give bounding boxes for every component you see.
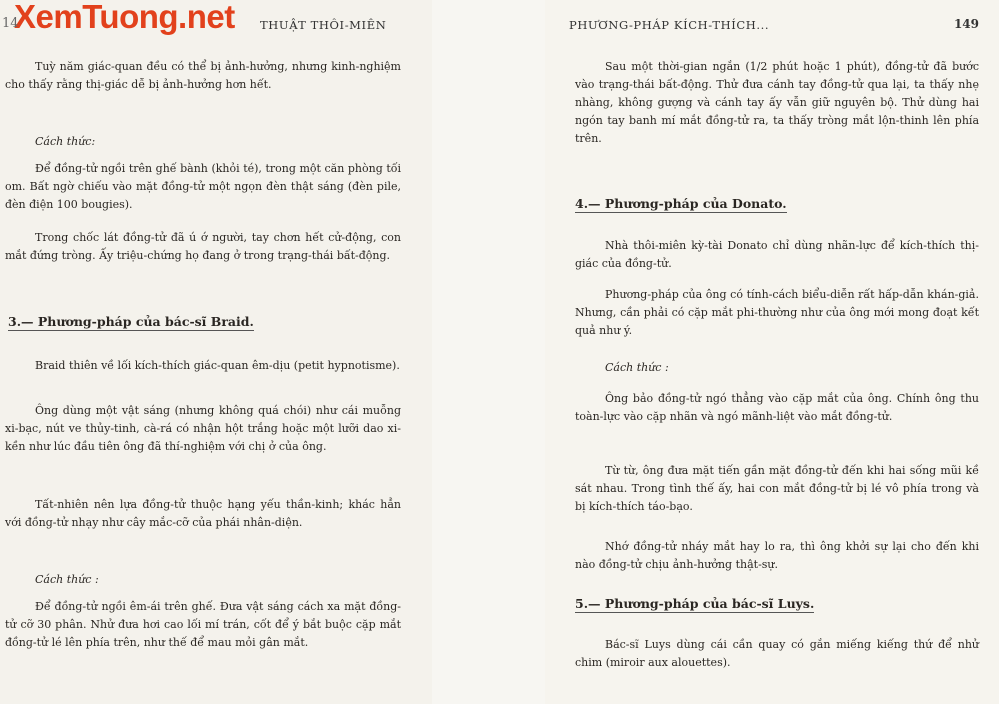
book-gutter [432, 0, 545, 704]
section-heading: 5.— Phương-pháp của bác-sĩ Luys. [575, 596, 815, 611]
paragraph: Ông dùng một vật sáng (nhưng không quá chói) như cái muỗng xi-bạc, nút ve thủy-tinh, cà-rá có nhận hột trắng hoặc một lưỡi dao xi-kền như lúc đầu tiên ông đã thí-nghiệm với chị ở của ông. [5, 404, 401, 453]
section-heading: 3.— Phương-pháp của bác-sĩ Braid. [8, 314, 254, 329]
paragraph: Bác-sĩ Luys dùng cái cần quay có gắn miếng kiếng thứ để nhử chim (miroir aux alouettes). [575, 638, 979, 669]
right-page-number: 149 [953, 17, 979, 31]
paragraph: Trong chốc lát đồng-tử đã ú ớ người, tay chơn hết cử-động, con mắt đứng tròng. Ấy triệu-chứng họ đang ở trong trạng-thái bất-động. [5, 231, 401, 262]
left-page [0, 0, 432, 704]
section-label: Cách thức: [35, 135, 96, 148]
paragraph: Braid thiên về lối kích-thích giác-quan êm-dịu (petit hypnotisme). [35, 359, 400, 372]
paragraph: Tuỳ năm giác-quan đều có thể bị ảnh-hưởng, nhưng kinh-nghiệm cho thấy rằng thị-giác dễ bị ảnh-hưởng hơn hết. [5, 60, 401, 91]
section-heading: 4.— Phương-pháp của Donato. [575, 196, 787, 211]
right-running-head: PHƯƠNG-PHÁP KÍCH-THÍCH... [569, 18, 770, 32]
left-running-head: THUẬT THÔI-MIÊN [260, 18, 387, 32]
paragraph: Nhà thôi-miên kỳ-tài Donato chỉ dùng nhãn-lực để kích-thích thị-giác của đồng-tử. [575, 239, 979, 270]
paragraph: Tất-nhiên nên lựa đồng-tử thuộc hạng yếu thần-kinh; khác hẳn với đồng-tử nhạy như cây mắc-cỡ của phái nhân-diện. [5, 498, 401, 529]
left-page-number: 14 [2, 16, 19, 31]
section-label: Cách thức : [605, 361, 669, 374]
section-label: Cách thức : [35, 573, 99, 586]
paragraph: Từ từ, ông đưa mặt tiến gần mặt đồng-tử đến khi hai sống mũi kề sát nhau. Trong tình thế ấy, hai con mắt đồng-tử bị lé vô phía trong và bị kích-thích táo-bạo. [575, 464, 979, 513]
paragraph: Để đồng-tử ngồi trên ghế bành (khỏi té), trong một căn phòng tối om. Bất ngờ chiếu vào mặt đồng-tử một ngọn đèn thật sáng (đèn pile, đèn điện 100 bougies). [5, 162, 401, 211]
right-page [545, 0, 999, 704]
paragraph: Sau một thời-gian ngắn (1/2 phút hoặc 1 phút), đồng-tử đã bước vào trạng-thái bất-động. Thử đưa cánh tay đồng-tử qua lại, ta thấy nhẹ nhàng, không gượng và cánh tay ấy vẫn giữ nguyên bộ. Thử dùng hai ngón tay banh mí mắt đồng-tử ra, ta thấy tròng mắt lộn-thinh lên phía trên. [575, 60, 979, 145]
paragraph: Ông bảo đồng-tử ngó thẳng vào cặp mắt của ông. Chính ông thu toàn-lực vào cặp nhãn và ngó mãnh-liệt vào mắt đồng-tử. [575, 392, 979, 423]
watermark-logo: XemTuong.net [14, 0, 235, 35]
paragraph: Phương-pháp của ông có tính-cách biểu-diễn rất hấp-dẫn khán-giả. Nhưng, cần phải có cặp mắt phi-thường như của ông mới mong đoạt kết quả như ý. [575, 288, 979, 337]
paragraph: Để đồng-tử ngồi êm-ái trên ghế. Đưa vật sáng cách xa mặt đồng-tử cỡ 30 phân. Nhử đưa hơi cao lối mí trán, cốt để ý bắt buộc cặp mắt đồng-tử lé lên phía trên, như thế để mau mỏi gân mắt. [5, 600, 401, 649]
paragraph: Nhớ đồng-tử nháy mắt hay lo ra, thì ông khởi sự lại cho đến khi nào đồng-tử chịu ảnh-hưởng thật-sự. [575, 540, 979, 571]
